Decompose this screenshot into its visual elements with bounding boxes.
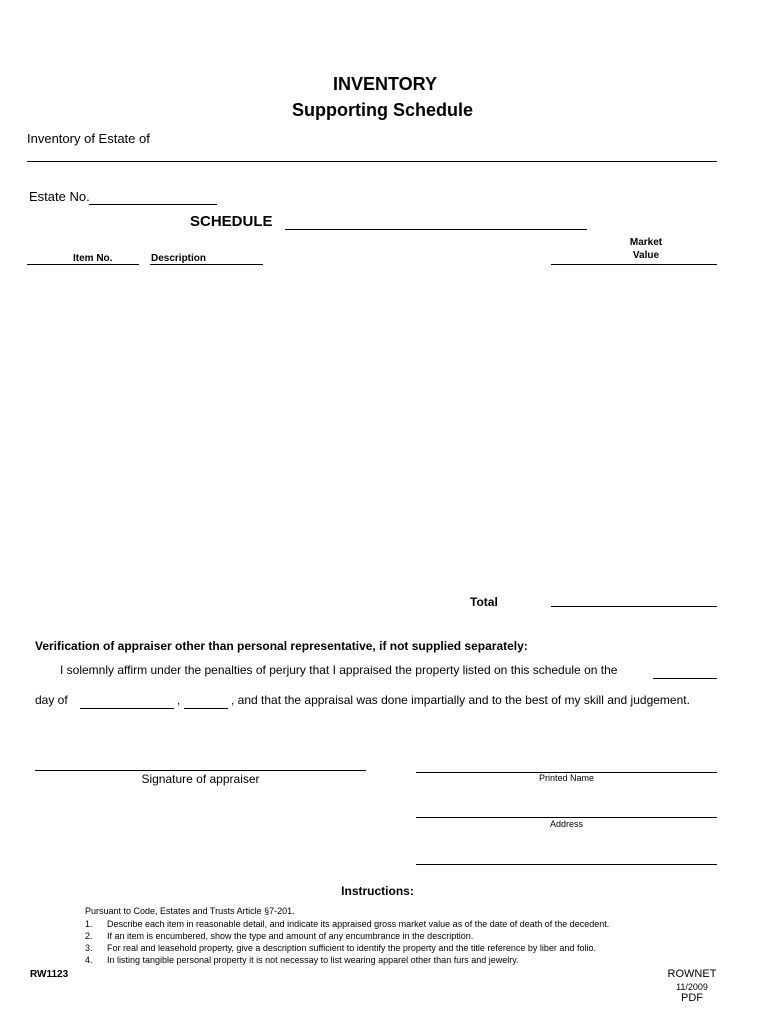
instructions-heading: Instructions: [341,884,414,898]
instruction-text: Describe each item in reasonable detail, and indicate its appraised gross market value as of the date of death of the decedent. [107,919,610,929]
column-value: Value [632,250,660,261]
instruction-text: If an item is encumbered, show the type and amount of any encumbrance in the description. [107,931,474,941]
estate-no-field[interactable] [89,204,217,205]
instructions-intro: Pursuant to Code, Estates and Trusts Article §7-201. [85,906,295,916]
address-line-2-field[interactable] [416,864,717,865]
instruction-number: 2. [85,931,93,941]
market-value-underline [551,264,717,265]
comma-separator: , [177,693,181,707]
instructions-list [85,919,725,967]
signature-field[interactable] [35,770,366,771]
printed-name-label: Printed Name [538,773,595,783]
column-market: Market [629,237,663,248]
footer-date: 11/2009 [676,982,708,992]
instruction-item [85,943,725,955]
affirmation-line-2: , and that the appraisal was done impartially and to the best of my skill and judgement. [231,693,690,707]
day-number-field[interactable] [653,678,717,679]
address-field[interactable] [416,817,717,818]
estate-no-label: Estate No. [29,189,90,204]
instruction-item [85,955,725,967]
column-item-no: Item No. [73,253,113,264]
instruction-number: 1. [85,919,93,929]
verification-heading: Verification of appraiser other than personal representative, if not supplied separately: [35,639,528,653]
address-label: Address [549,819,584,829]
estate-name-field[interactable] [27,161,717,162]
instruction-number: 4. [85,955,93,965]
form-subtitle: Supporting Schedule [291,100,473,120]
day-of-label: day of [35,693,68,707]
affirmation-line-1: I solemnly affirm under the penalties of perjury that I appraised the property listed on this schedule on the [60,663,618,677]
form-id: RW1123 [30,969,69,980]
instruction-item [85,931,725,943]
instruction-item [85,919,725,931]
description-underline [150,264,263,265]
column-description: Description [151,253,207,264]
schedule-label: SCHEDULE [190,213,273,230]
footer-format: PDF [681,992,703,1004]
total-label: Total [470,595,498,609]
instruction-text: In listing tangible personal property it is not necessay to list wearing apparel other than furs and jewelry. [107,955,519,965]
footer-source: ROWNET [667,968,717,980]
month-field[interactable] [80,708,174,709]
instruction-number: 3. [85,943,93,953]
inventory-of-estate-label: Inventory of Estate of [27,131,150,146]
instruction-text: For real and leasehold property, give a description sufficient to identify the property and the title reference by liber and folio. [107,943,596,953]
item-no-underline [27,264,139,265]
total-field[interactable] [551,606,717,607]
signature-label: Signature of appraiser [141,772,260,786]
schedule-items-area[interactable] [27,270,717,588]
year-field[interactable] [184,708,228,709]
schedule-field[interactable] [285,229,587,230]
form-title: INVENTORY [332,74,438,94]
